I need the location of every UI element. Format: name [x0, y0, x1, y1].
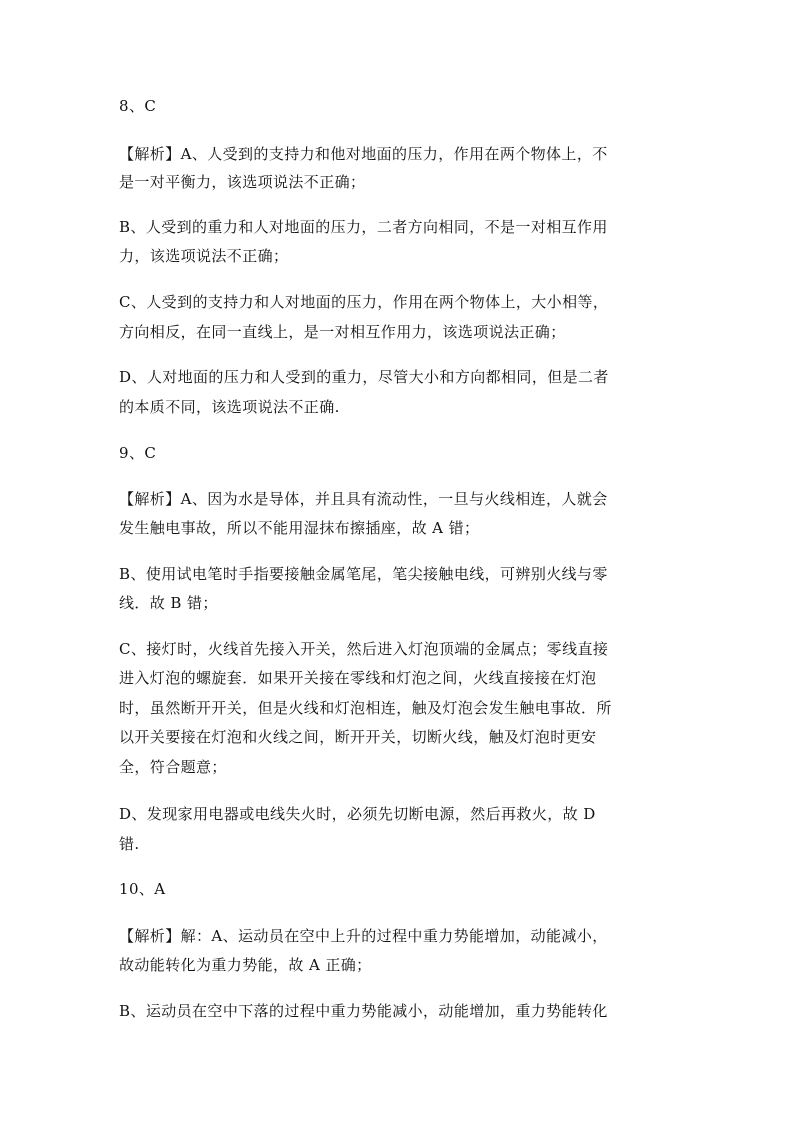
q9-analysis-line-11: 错.	[119, 835, 140, 853]
q10-answer: 10、A	[119, 880, 166, 898]
q10-analysis-line-2: 故动能转化为重力势能，故 A 正确；	[119, 956, 372, 974]
q8-analysis-line-3: B、人受到的重力和人对地面的压力，二者方向相同，不是一对相互作用	[119, 218, 608, 236]
q9-analysis-line-7: 时，虽然断开开关，但是火线和灯泡相连，触及灯泡会发生触电事故．所	[119, 699, 612, 717]
q8-answer: 8、C	[119, 97, 157, 115]
q8-analysis-line-6: 方向相反，在同一直线上，是一对相互作用力，该选项说法正确；	[119, 323, 566, 341]
q8-analysis-line-5: C、人受到的支持力和人对地面的压力，作用在两个物体上，大小相等，	[119, 293, 609, 311]
q9-analysis-line-1: 【解析】A、因为水是导体，并且具有流动性，一旦与火线相连，人就会	[119, 490, 608, 508]
q9-analysis-line-4: 线．故 B 错；	[119, 594, 218, 612]
q9-answer: 9、C	[119, 444, 157, 462]
q8-analysis-line-4: 力，该选项说法不正确；	[119, 247, 289, 265]
q10-analysis-line-1: 【解析】解：A、运动员在空中上升的过程中重力势能增加，动能减小，	[119, 927, 608, 945]
q8-analysis-line-8: 的本质不同，该选项说法不正确.	[119, 398, 340, 416]
q9-analysis-line-2: 发生触电事故，所以不能用湿抹布擦插座，故 A 错；	[119, 519, 480, 537]
q9-analysis-line-3: B、使用试电笔时手指要接触金属笔尾，笔尖接触电线，可辨别火线与零	[119, 565, 608, 583]
q8-analysis-line-7: D、人对地面的压力和人受到的重力，尽管大小和方向都相同，但是二者	[119, 368, 609, 386]
q9-analysis-line-10: D、发现家用电器或电线失火时，必须先切断电源，然后再救火，故 D	[119, 805, 596, 823]
q10-analysis-line-3: B、运动员在空中下落的过程中重力势能减小，动能增加，重力势能转化	[119, 1002, 608, 1020]
q9-analysis-line-9: 全，符合题意；	[119, 758, 227, 776]
q8-analysis-line-1: 【解析】A、人受到的支持力和他对地面的压力，作用在两个物体上，不	[119, 145, 608, 163]
q9-analysis-line-5: C、接灯时，火线首先接入开关，然后进入灯泡顶端的金属点；零线直接	[119, 640, 609, 658]
q8-analysis-line-2: 是一对平衡力，该选项说法不正确；	[119, 173, 366, 191]
q9-analysis-line-6: 进入灯泡的螺旋套．如果开关接在零线和灯泡之间，火线直接接在灯泡	[119, 669, 597, 687]
q9-analysis-line-8: 以开关要接在灯泡和火线之间，断开开关，切断火线，触及灯泡时更安	[119, 728, 597, 746]
